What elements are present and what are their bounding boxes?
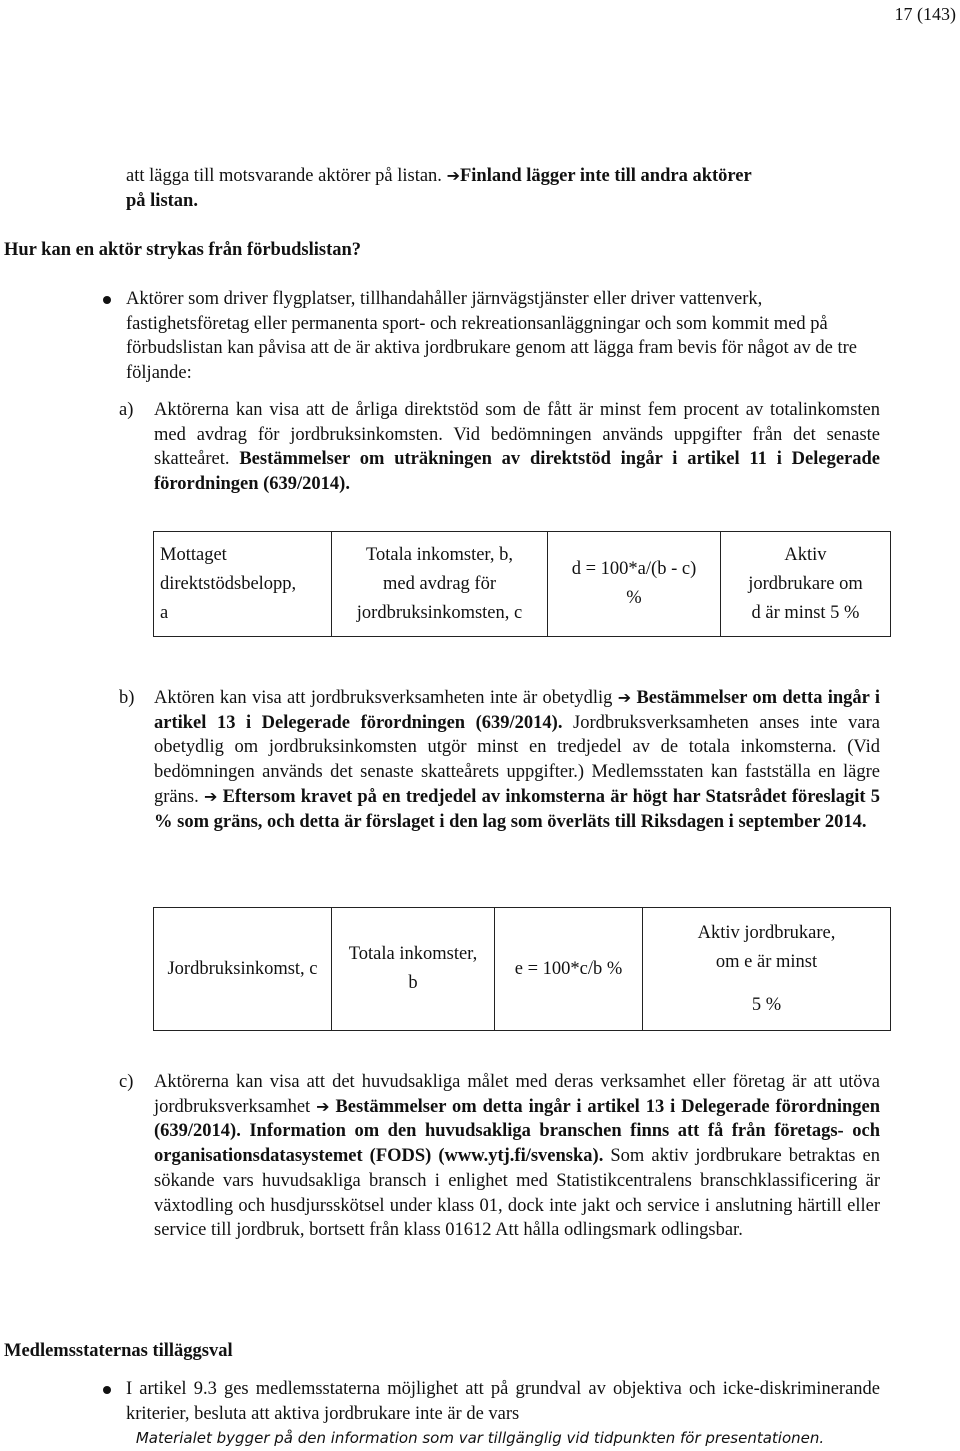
item-a-paragraph bbox=[154, 398, 880, 497]
item-a-label: a) bbox=[119, 400, 134, 420]
page-number: 17 (143) bbox=[894, 4, 956, 24]
intro-line1-bold: Finland lägger inte till andra aktörer bbox=[459, 166, 752, 186]
table-farm-income bbox=[153, 907, 891, 1031]
t1-cell-total-income: Totala inkomster, b, med avdrag för jordbruksinkomsten, c bbox=[332, 532, 548, 637]
bullet1-paragraph: Aktörer som driver flygplatser, tillhandahåller järnvägstjänster eller driver vattenverk, fastighetsföretag eller permanenta sport- och rekreationsanläggningar och som kommit med på förbudslistan kan påvisa att de är aktiva jordbrukare genom att lägga fram bevis för något av de tre följande: bbox=[126, 289, 858, 384]
t2-cell-farm-income: Jordbruksinkomst, c bbox=[154, 908, 332, 1031]
bullet2-paragraph: I artikel 9.3 ges medlemsstaterna möjlighet att på grundval av objektiva och icke-diskriminerande kriterier, besluta att aktiva jordbrukare inte är de vars bbox=[126, 1379, 880, 1424]
item-a-bold: Bestämmelser om uträkningen av direktstöd ingår i artikel 11 i Delegerade förordningen (639/2014). bbox=[154, 449, 881, 495]
item-b-paragraph bbox=[154, 686, 880, 834]
t1-cell-active-farmer: Aktiv jordbrukare om d är minst 5 % bbox=[721, 532, 891, 637]
bullet-dot-icon bbox=[103, 1386, 111, 1394]
arrow-right-icon: ➔ bbox=[316, 1096, 330, 1116]
arrow-right-icon: ➔ bbox=[446, 166, 460, 185]
item-a-text: Aktörerna kan visa att de årliga direktstöd som de fått är minst fem procent av totalinkomsten med avdrag för jordbruksinkomsten. Vid bedömningen används uppgifter från det senaste skatteåret. bbox=[154, 400, 880, 470]
item-c-text1: Aktörerna kan visa att det huvudsakliga målet med deras verksamhet eller företag är att utöva jordbruksverksamhet bbox=[154, 1072, 880, 1117]
item-b-text1: Aktören kan visa att jordbruksverksamheten inte är obetydlig bbox=[154, 688, 618, 708]
item-b-bold2: Eftersom kravet på en tredjedel av inkomsterna är högt har Statsrådet föreslagit 5 % som gräns, och detta är förslaget i den lag som överläts till Riksdagen i september 2014. bbox=[154, 786, 881, 832]
item-c-bold1: Bestämmelser om detta ingår i artikel 13 i Delegerade förordningen (639/2014). Information om den huvudsakliga branschen finns att få från företags- och organisationsdatasystemet (FODS) (www.ytj.fi/svenska). bbox=[154, 1096, 881, 1167]
t1-cell-received-amount: Mottaget direktstödsbelopp, a bbox=[154, 532, 332, 637]
item-c-text2: Som aktiv jordbrukare betraktas en sökande vars huvudsakliga bransch i enlighet med Statistikcentralens branschklassificering är växtodling och husdjursskötsel under klass 01, dock inte jakt och service i anslutning härtill eller service till jordbruk, bortsett från klass 01612 Att hålla odlingsmark odlingsbar. bbox=[154, 1146, 881, 1241]
arrow-right-icon: ➔ bbox=[617, 688, 632, 707]
arrow-right-icon: ➔ bbox=[203, 786, 218, 806]
table-direct-support bbox=[153, 531, 891, 637]
item-b-bold1: Bestämmelser om detta ingår i artikel 13 i Delegerade förordningen (639/2014). bbox=[154, 688, 881, 733]
item-b-label: b) bbox=[119, 688, 135, 708]
intro-line2-bold: på listan. bbox=[126, 190, 198, 211]
intro-line1-text: att lägga till motsvarande aktörer på listan. bbox=[126, 166, 447, 186]
t1-cell-formula-d: d = 100*a/(b - c) % bbox=[548, 532, 721, 637]
item-c-paragraph bbox=[154, 1070, 880, 1243]
t2-cell-total-income: Totala inkomster, b bbox=[332, 908, 495, 1031]
footer-note: Materialet bygger på den information som var tillgänglig vid tidpunkten för presentationen. bbox=[135, 1429, 825, 1447]
heading-remove-from-list: Hur kan en aktör strykas från förbudslistan? bbox=[4, 240, 362, 260]
t2-cell-formula-e: e = 100*c/b % bbox=[495, 908, 643, 1031]
bullet-dot-icon bbox=[103, 296, 111, 304]
intro-paragraph bbox=[126, 164, 886, 213]
item-c-label: c) bbox=[119, 1072, 134, 1092]
item-b-text2: Jordbruksverksamheten anses inte vara obetydlig om jordbruksinkomsten utgör minst en tredjedel av de totala inkomsterna. (Vid bedömningen används det senaste skatteårets uppgifter.) Medlemsstaten kan fastställa en lägre gräns. bbox=[154, 712, 880, 807]
heading-member-state-options: Medlemsstaternas tilläggsval bbox=[4, 1341, 233, 1361]
t2-cell-active-farmer: Aktiv jordbrukare, om e är minst 5 % bbox=[643, 908, 891, 1031]
